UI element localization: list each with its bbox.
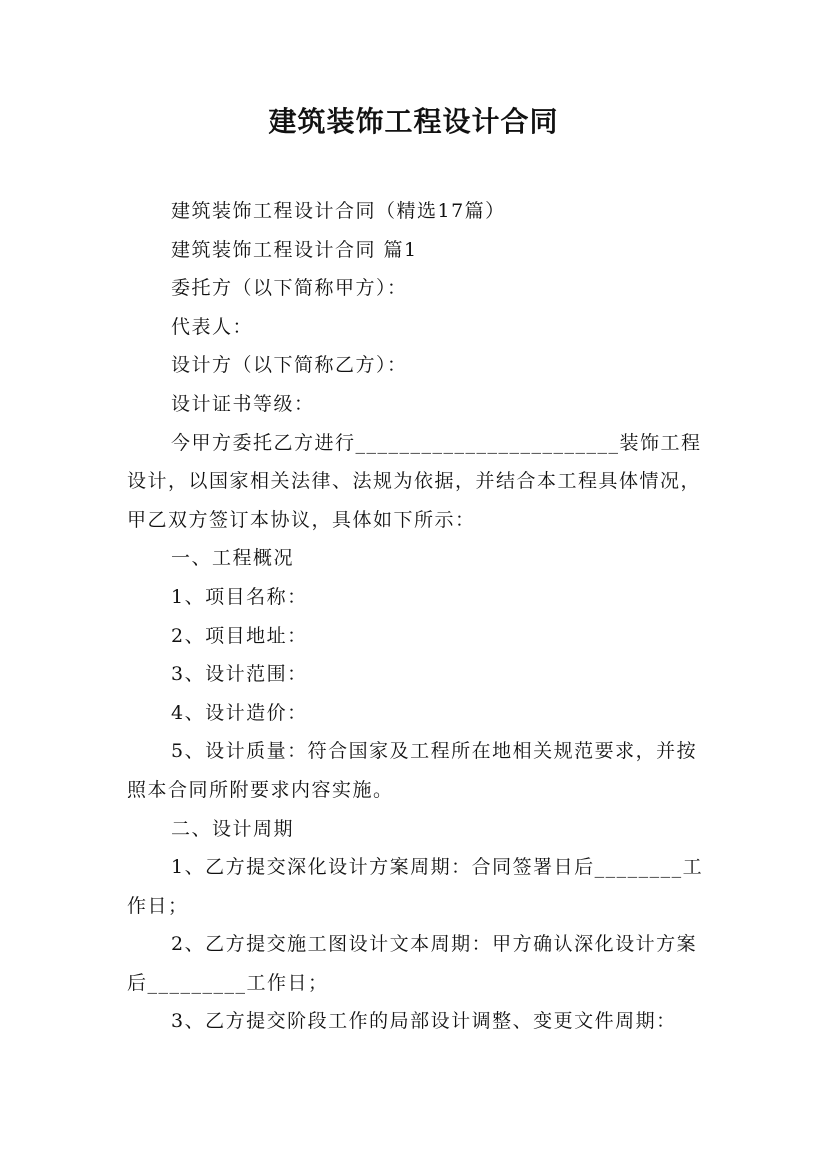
section-heading: 一、工程概况 <box>171 547 295 570</box>
section-heading: 二、设计周期 <box>171 817 295 840</box>
list-item: 3、乙方提交阶段工作的局部设计调整、变更文件周期： <box>171 1010 677 1033</box>
subtitle-line: 建筑装饰工程设计合同（精选17篇） <box>171 200 506 222</box>
list-item: 2、项目地址： <box>171 624 308 647</box>
list-item: 1、项目名称： <box>171 585 308 608</box>
document-title: 建筑装饰工程设计合同 <box>268 105 559 138</box>
intro-paragraph: 今甲方委托乙方进行________________________装饰工程设计，以国家相关法律、法规为依据，并结合本工程具体情况，甲乙双方签订本协议，具体如下所示： <box>127 431 702 531</box>
list-item: 2、乙方提交施工图设计文本周期：甲方确认深化设计方案后_________工作日； <box>127 933 698 994</box>
list-item: 5、设计质量：符合国家及工程所在地相关规范要求，并按照本合同所附要求内容实施。 <box>127 740 698 801</box>
list-item: 1、乙方提交深化设计方案周期：合同签署日后________工作日； <box>127 856 704 917</box>
list-item: 3、设计范围： <box>171 663 308 686</box>
list-item: 4、设计造价： <box>171 701 308 724</box>
section-heading: 建筑装饰工程设计合同 篇1 <box>171 238 418 261</box>
designer-line: 设计方（以下简称乙方）： <box>171 354 408 377</box>
representative-line: 代表人： <box>171 315 254 338</box>
client-line: 委托方（以下简称甲方）： <box>171 277 408 300</box>
document-body <box>127 192 712 1041</box>
certificate-line: 设计证书等级： <box>171 392 315 415</box>
